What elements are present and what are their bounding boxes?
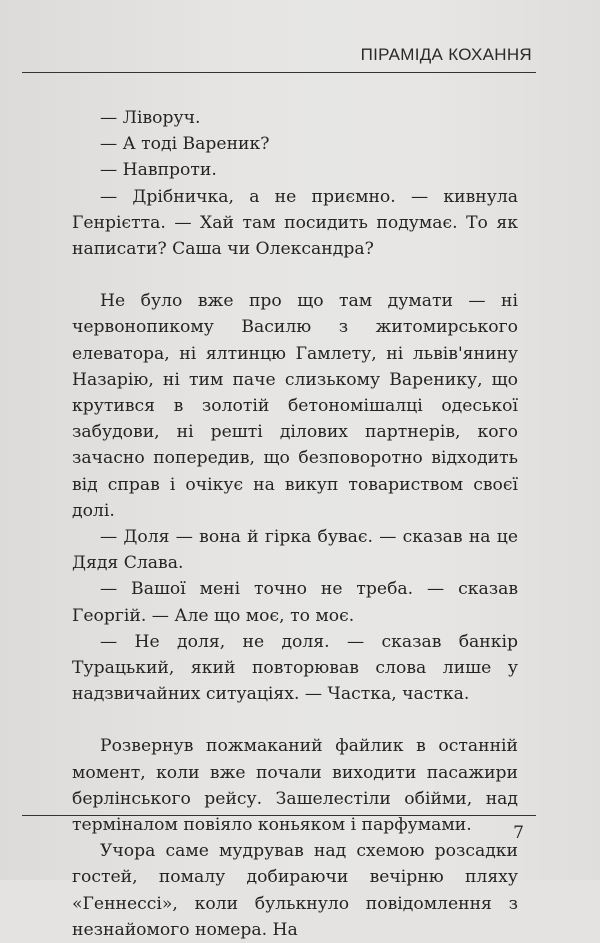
dialogue-line: — Вашої мені точно не треба. — сказав Георгій. — Але що моє, то моє. <box>72 579 518 626</box>
dialogue-line: — Ліворуч. <box>100 108 201 128</box>
header-rule <box>22 72 536 73</box>
dialogue-line: — Не доля, не доля. — сказав банкір Турацький, який повторював слова лише у надзвичайних ситуаціях. — Частка, частка. <box>72 631 518 705</box>
dialogue-line: — Дрібничка, а не приємно. — кивнула Генрієтта. — Хай там посидить подумає. То як написати? Саша чи Олександра? <box>72 186 518 260</box>
dialogue-line: — А тоді Вареник? <box>100 134 270 155</box>
dialogue-line: — Навпроти. <box>100 160 217 181</box>
running-head: ПІРАМІДА КОХАННЯ <box>360 45 532 64</box>
paragraph: Розвернув пожмаканий файлик в останній момент, коли вже почали виходити пасажири берлінського рейсу. Зашелестіли обійми, над терміналом повіяло коньяком і парфумами. <box>72 736 518 836</box>
footer-rule <box>22 815 536 816</box>
body-text <box>72 105 518 943</box>
paragraph: Учора саме мудрував над схемою розсадки гостей, помалу добираючи вечірню пляху «Геннессі», коли булькнуло повідомлення з незнайомого номера. На <box>72 841 518 940</box>
paragraph: Не було вже про що там думати — ні червонопикому Василю з житомирського елеватора, ні ялтинцю Гамлету, ні львів'янину Назарію, ні тим паче слизькому Варенику, що крутився в золотій бетономішалці одеської забудови, ні решті ділових партнерів, кого зачасно попередив, що безповоротно відходить від справ і очікує на викуп товариством своєї долі. <box>72 291 518 521</box>
page-number: 7 <box>513 823 524 843</box>
dialogue-line: — Доля — вона й гірка буває. — сказав на це Дядя Слава. <box>72 527 518 574</box>
